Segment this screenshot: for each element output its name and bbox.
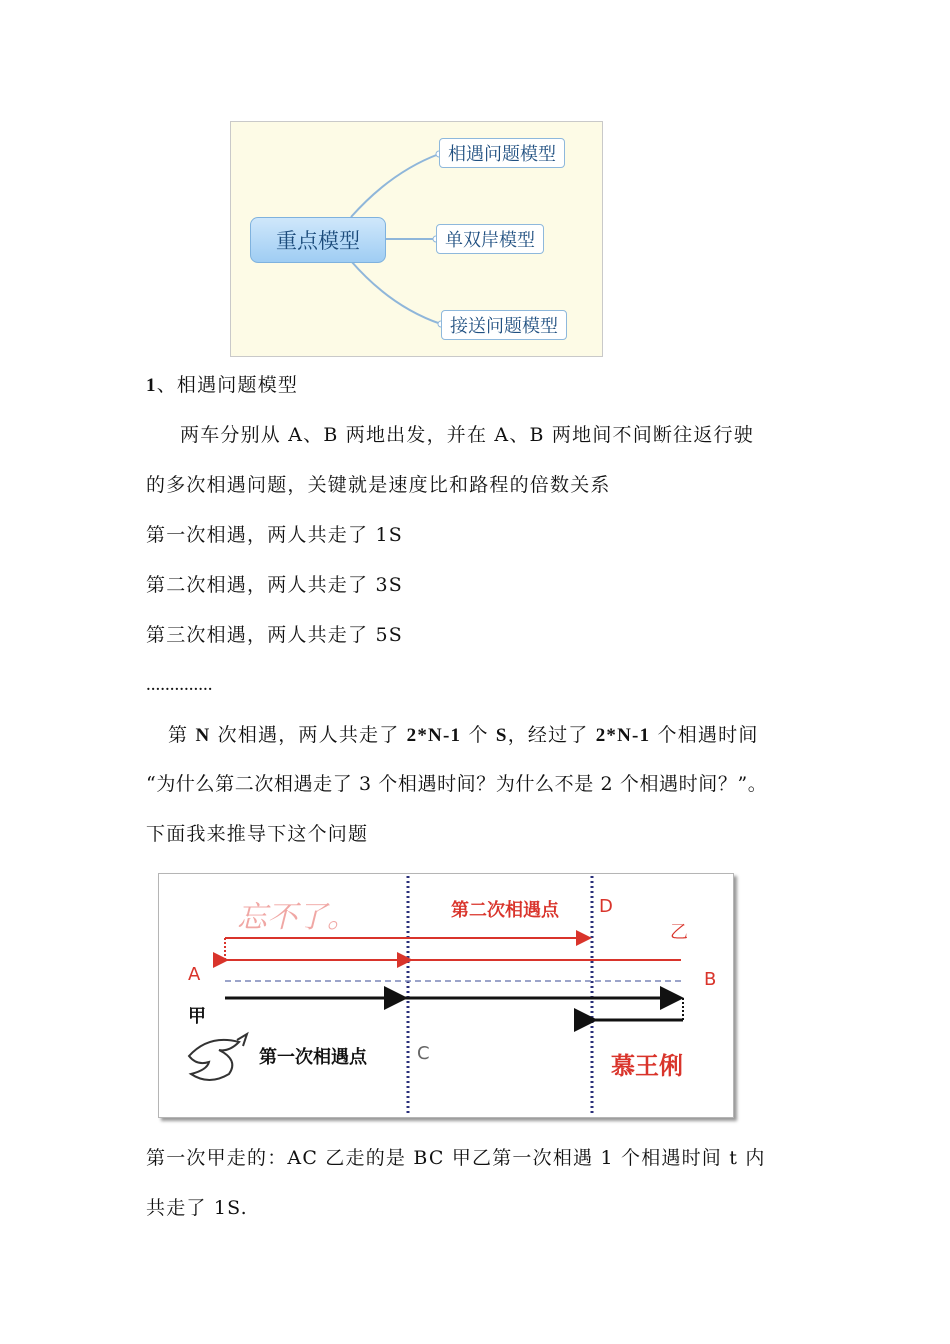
question-line: “为什么第二次相遇走了 3 个相遇时间？为什么不是 2 个相遇时间？”。 bbox=[146, 773, 768, 795]
text-run: 次相遇，两人共走了 bbox=[210, 724, 407, 746]
text-run: 个 bbox=[461, 724, 496, 746]
meet-line-3: 第三次相遇，两人共走了 5S bbox=[146, 624, 403, 646]
bold-s: S bbox=[495, 725, 508, 746]
after-line-1: 第一次甲走的：AC 乙走的是 BC 甲乙第一次相遇 1 个相遇时间 t 内 bbox=[146, 1147, 766, 1169]
mind-map-central-node: 重点模型 bbox=[250, 217, 386, 263]
second-meet-label: 第二次相遇点 bbox=[451, 900, 559, 921]
mind-map-branch-transport: 接送问题模型 bbox=[441, 310, 567, 340]
meet-line-1: 第一次相遇，两人共走了 1S bbox=[146, 524, 403, 546]
after-line-2: 共走了 1S. bbox=[146, 1197, 248, 1219]
section-number: 1 bbox=[146, 375, 157, 396]
section-title: 、相遇问题模型 bbox=[156, 374, 299, 396]
yi-label: 乙 bbox=[670, 922, 688, 943]
point-a-label: A bbox=[188, 964, 201, 985]
mind-map-branch-single-double: 单双岸模型 bbox=[436, 224, 544, 254]
mind-map-branch-meeting: 相遇问题模型 bbox=[439, 138, 565, 168]
point-b-label: B bbox=[704, 969, 717, 990]
text-run: 个相遇时间 bbox=[650, 724, 759, 746]
mind-map bbox=[230, 121, 603, 357]
jia-label: 甲 bbox=[188, 1006, 206, 1027]
ellipsis-dots: .............. bbox=[146, 674, 213, 695]
point-d-label: D bbox=[599, 896, 613, 917]
bold-n: N bbox=[195, 725, 211, 746]
section-heading bbox=[146, 372, 298, 399]
bold-formula: 2*N-1 bbox=[595, 725, 651, 746]
point-c-label: C bbox=[417, 1043, 430, 1064]
text-run: ，经过了 bbox=[507, 724, 596, 746]
bold-formula: 2*N-1 bbox=[406, 725, 462, 746]
watermark-right: 慕王俐 bbox=[611, 1052, 683, 1080]
paragraph-line: 的多次相遇问题，关键就是速度比和路程的倍数关系 bbox=[146, 474, 611, 496]
watermark-left: 忘不了。 bbox=[237, 900, 357, 935]
meeting-diagram bbox=[158, 873, 734, 1118]
meet-line-2: 第二次相遇，两人共走了 3S bbox=[146, 574, 403, 596]
paragraph-line: 两车分别从 A、B 两地出发，并在 A、B 两地间不间断往返行驶 bbox=[180, 424, 754, 446]
first-meet-label: 第一次相遇点 bbox=[259, 1047, 367, 1068]
derive-line: 下面我来推导下这个问题 bbox=[146, 823, 369, 845]
text-run: 第 bbox=[168, 724, 196, 746]
nth-meet-line bbox=[168, 722, 759, 749]
